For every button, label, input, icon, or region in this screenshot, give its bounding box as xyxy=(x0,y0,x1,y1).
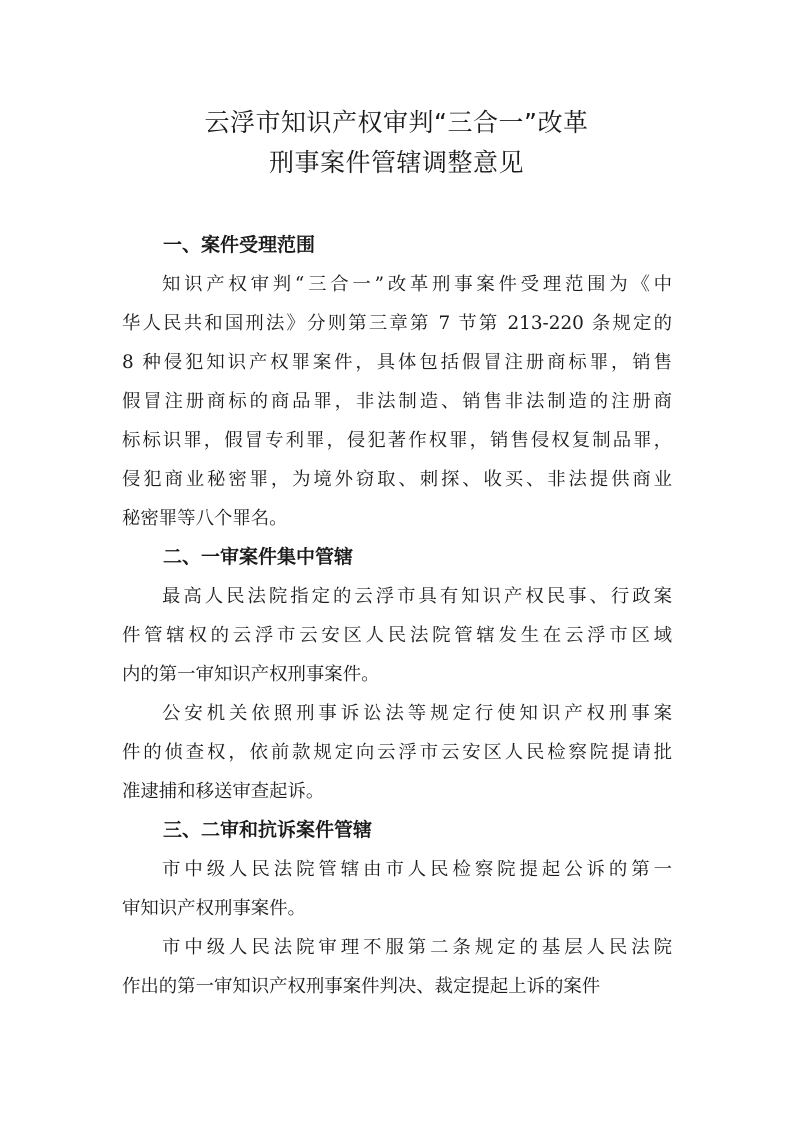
paragraph xyxy=(0,265,793,538)
paragraph-line: 知识产权审判“三合一”改革刑事案件受理范围为《中 xyxy=(162,274,672,295)
paragraph-line: 准逮捕和移送审查起诉。 xyxy=(122,781,325,802)
paragraph-line: 华人民共和国刑法》分则第三章第 7 节第 213-220 条规定的 xyxy=(122,313,672,334)
paragraph-line: 最高人民法院指定的云浮市具有知识产权民事、行政案 xyxy=(162,586,672,607)
paragraph-line: 市中级人民法院管辖由市人民检察院提起公诉的第一 xyxy=(162,859,672,880)
paragraph-line: 假冒注册商标的商品罪，非法制造、销售非法制造的注册商 xyxy=(122,391,672,412)
paragraph-line: 件的侦查权，依前款规定向云浮市云安区人民检察院提请批 xyxy=(122,742,672,763)
paragraph-line: 作出的第一审知识产权刑事案件判决、裁定提起上诉的案件 xyxy=(122,976,601,997)
paragraph xyxy=(0,694,793,811)
document-title-line-1: 云浮市知识产权审判“三合一”改革 xyxy=(204,108,589,137)
paragraph-line: 件管辖权的云浮市云安区人民法院管辖发生在云浮市区域 xyxy=(122,625,672,646)
paragraph-line: 侵犯商业秘密罪，为境外窃取、刺探、收买、非法提供商业 xyxy=(122,469,672,490)
paragraph-line: 公安机关依照刑事诉讼法等规定行使知识产权刑事案 xyxy=(162,703,672,724)
paragraph xyxy=(0,577,793,694)
paragraph-line: 8 种侵犯知识产权罪案件，具体包括假冒注册商标罪，销售 xyxy=(122,352,672,373)
section-heading: 二、一审案件集中管辖 xyxy=(163,546,354,568)
paragraph-line: 秘密罪等八个罪名。 xyxy=(122,508,288,529)
document-body xyxy=(0,226,793,1006)
paragraph-line: 市中级人民法院审理不服第二条规定的基层人民法院 xyxy=(162,937,672,958)
section-heading: 三、二审和抗诉案件管辖 xyxy=(163,819,373,841)
document-title-line-2: 刑事案件管辖调整意见 xyxy=(268,148,524,177)
paragraph-line: 标标识罪，假冒专利罪，侵犯著作权罪，销售侵权复制品罪， xyxy=(122,430,672,451)
paragraph-line: 审知识产权刑事案件。 xyxy=(122,898,306,919)
section-heading: 一、案件受理范围 xyxy=(163,234,316,256)
paragraph xyxy=(0,850,793,928)
paragraph xyxy=(0,928,793,1006)
paragraph-line: 内的第一审知识产权刑事案件。 xyxy=(122,664,380,685)
